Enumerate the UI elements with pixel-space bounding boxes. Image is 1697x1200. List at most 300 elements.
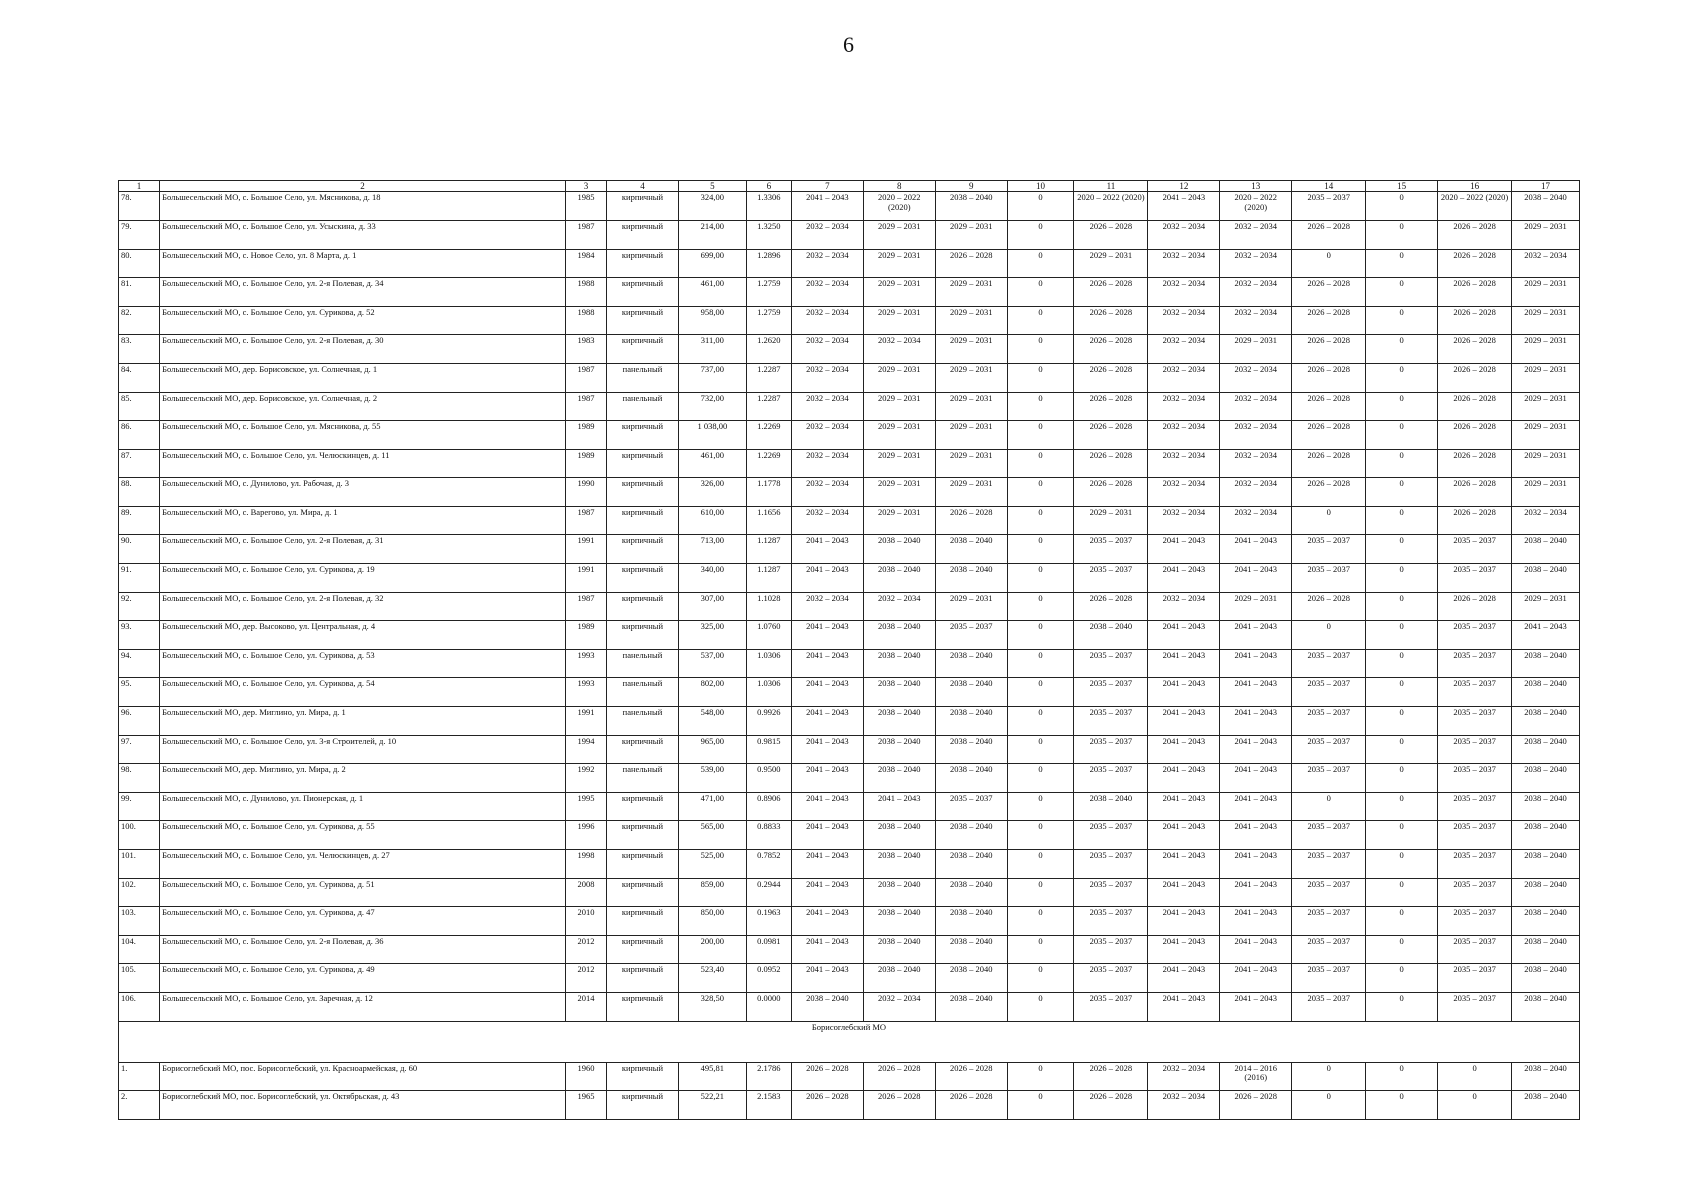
table-cell: кирпичный: [607, 478, 679, 507]
table-cell: 0: [1366, 478, 1438, 507]
table-cell: 0: [1292, 792, 1366, 821]
table-cell: 2041 – 2043: [791, 735, 863, 764]
table-cell: 0.7852: [746, 850, 791, 879]
table-cell: 1.1778: [746, 478, 791, 507]
table-cell: 2026 – 2028: [1292, 335, 1366, 364]
table-cell: 2038 – 2040: [935, 192, 1007, 221]
table-cell: 2038 – 2040: [1074, 621, 1148, 650]
table-cell: 1965: [565, 1091, 606, 1120]
table-cell: 525,00: [678, 850, 746, 879]
table-cell: 2032 – 2034: [1148, 1062, 1220, 1091]
table-row: [119, 907, 1580, 936]
table-cell: 1991: [565, 564, 606, 593]
table-cell: 2038 – 2040: [863, 964, 935, 993]
table-cell: 2041 – 2043: [1148, 735, 1220, 764]
table-cell: 0: [1366, 220, 1438, 249]
table-cell: 2029 – 2031: [935, 220, 1007, 249]
table-cell: 2035 – 2037: [1438, 535, 1512, 564]
table-cell: 2026 – 2028: [1292, 220, 1366, 249]
table-cell: 0: [1007, 792, 1074, 821]
table-cell: 802,00: [678, 678, 746, 707]
table-cell: 2041 – 2043: [1220, 535, 1292, 564]
table-cell: 1960: [565, 1062, 606, 1091]
table-cell: 2035 – 2037: [1074, 878, 1148, 907]
table-cell: 732,00: [678, 392, 746, 421]
table-cell: 2041 – 2043: [1148, 935, 1220, 964]
table-cell: 2038 – 2040: [863, 764, 935, 793]
address-cell: Большесельский МО, с. Большое Село, ул. Сурикова, д. 49: [160, 964, 566, 993]
table-cell: 2026 – 2028: [1438, 478, 1512, 507]
table-cell: 2041 – 2043: [1148, 850, 1220, 879]
table-row: [119, 821, 1580, 850]
table-cell: 1.2287: [746, 392, 791, 421]
table-cell: 2035 – 2037: [1292, 535, 1366, 564]
table-cell: 2035 – 2037: [1438, 964, 1512, 993]
table-cell: кирпичный: [607, 278, 679, 307]
table-cell: 2035 – 2037: [1292, 192, 1366, 221]
table-cell: 2041 – 2043: [791, 764, 863, 793]
table-cell: 2032 – 2034: [1220, 306, 1292, 335]
table-cell: 2029 – 2031: [863, 506, 935, 535]
table-cell: 0: [1366, 764, 1438, 793]
address-cell: Большесельский МО, дер. Борисовское, ул. Солнечная, д. 2: [160, 392, 566, 421]
table-cell: 2041 – 2043: [791, 192, 863, 221]
table-cell: 2038 – 2040: [863, 907, 935, 936]
column-header: 2: [160, 181, 566, 192]
table-cell: 0: [1292, 506, 1366, 535]
table-cell: кирпичный: [607, 621, 679, 650]
table-cell: 2035 – 2037: [1074, 964, 1148, 993]
table-cell: 1.1287: [746, 535, 791, 564]
table-row: [119, 935, 1580, 964]
table-cell: 2029 – 2031: [863, 421, 935, 450]
table-cell: 2032 – 2034: [791, 306, 863, 335]
table-cell: 2038 – 2040: [935, 735, 1007, 764]
table-cell: 2032 – 2034: [1148, 278, 1220, 307]
table-row: [119, 363, 1580, 392]
table-cell: 1.2759: [746, 306, 791, 335]
table-cell: 2035 – 2037: [1292, 850, 1366, 879]
address-cell: Большесельский МО, с. Большое Село, ул. Усыскина, д. 33: [160, 220, 566, 249]
table-row: [119, 964, 1580, 993]
table-cell: 2026 – 2028: [1074, 478, 1148, 507]
table-cell: 2026 – 2028: [1074, 306, 1148, 335]
table-cell: 2029 – 2031: [1074, 506, 1148, 535]
column-header: 9: [935, 181, 1007, 192]
row-number-cell: 96.: [119, 707, 160, 736]
table-cell: 1988: [565, 306, 606, 335]
section-title: Борисоглебский МО: [119, 1021, 1580, 1062]
table-cell: 539,00: [678, 764, 746, 793]
table-cell: 548,00: [678, 707, 746, 736]
table-cell: 2029 – 2031: [863, 249, 935, 278]
table-row: [119, 192, 1580, 221]
table-cell: 0: [1366, 878, 1438, 907]
table-cell: 2032 – 2034: [863, 335, 935, 364]
table-row: [119, 506, 1580, 535]
table-cell: 2041 – 2043: [791, 935, 863, 964]
row-number-cell: 79.: [119, 220, 160, 249]
table-cell: 2026 – 2028: [1074, 449, 1148, 478]
table-cell: 2038 – 2040: [1512, 878, 1580, 907]
table-cell: кирпичный: [607, 449, 679, 478]
table-cell: 2032 – 2034: [1220, 421, 1292, 450]
row-number-cell: 86.: [119, 421, 160, 450]
table-row: [119, 449, 1580, 478]
table-cell: 2026 – 2028: [1074, 592, 1148, 621]
table-cell: 1.2759: [746, 278, 791, 307]
address-cell: Большесельский МО, дер. Высоково, ул. Центральная, д. 4: [160, 621, 566, 650]
table-cell: 2041 – 2043: [791, 964, 863, 993]
table-cell: 2035 – 2037: [1292, 678, 1366, 707]
column-header: 16: [1438, 181, 1512, 192]
row-number-cell: 103.: [119, 907, 160, 936]
table-cell: 2035 – 2037: [1438, 564, 1512, 593]
table-cell: 2038 – 2040: [1512, 649, 1580, 678]
table-cell: 2032 – 2034: [791, 363, 863, 392]
table-cell: 1987: [565, 592, 606, 621]
table-cell: 2041 – 2043: [1148, 964, 1220, 993]
table-cell: 0: [1007, 506, 1074, 535]
table-cell: 2032 – 2034: [1148, 335, 1220, 364]
table-cell: 2035 – 2037: [1438, 764, 1512, 793]
table-row: [119, 592, 1580, 621]
table-cell: 2038 – 2040: [935, 649, 1007, 678]
table-cell: 2041 – 2043: [791, 678, 863, 707]
table-cell: 2010: [565, 907, 606, 936]
table-cell: 2026 – 2028: [1292, 478, 1366, 507]
table-cell: 0: [1366, 306, 1438, 335]
table-cell: 0: [1007, 478, 1074, 507]
table-cell: 2041 – 2043: [1148, 192, 1220, 221]
table-cell: 2038 – 2040: [1512, 678, 1580, 707]
column-header: 12: [1148, 181, 1220, 192]
table-cell: 0: [1007, 306, 1074, 335]
row-number-cell: 85.: [119, 392, 160, 421]
table-cell: 1.1656: [746, 506, 791, 535]
row-number-cell: 91.: [119, 564, 160, 593]
table-cell: панельный: [607, 392, 679, 421]
table-cell: 0: [1007, 850, 1074, 879]
table-cell: 1.0306: [746, 649, 791, 678]
table-cell: 2041 – 2043: [1220, 792, 1292, 821]
table-row: [119, 478, 1580, 507]
row-number-cell: 83.: [119, 335, 160, 364]
column-header: 10: [1007, 181, 1074, 192]
row-number-cell: 89.: [119, 506, 160, 535]
table-cell: 0: [1366, 678, 1438, 707]
table-cell: кирпичный: [607, 907, 679, 936]
table-cell: 0: [1007, 335, 1074, 364]
table-cell: кирпичный: [607, 1091, 679, 1120]
column-header: 4: [607, 181, 679, 192]
table-cell: 2041 – 2043: [791, 535, 863, 564]
table-cell: 2032 – 2034: [1220, 278, 1292, 307]
table-cell: 1995: [565, 792, 606, 821]
table-cell: 2041 – 2043: [791, 621, 863, 650]
table-row: [119, 764, 1580, 793]
address-cell: Большесельский МО, с. Большое Село, ул. 2-я Полевая, д. 32: [160, 592, 566, 621]
address-cell: Большесельский МО, с. Большое Село, ул. Сурикова, д. 51: [160, 878, 566, 907]
table-cell: 2029 – 2031: [935, 478, 1007, 507]
table-row: [119, 792, 1580, 821]
table-cell: 2038 – 2040: [1512, 1091, 1580, 1120]
table-cell: 2035 – 2037: [1438, 707, 1512, 736]
table-cell: 1.2269: [746, 421, 791, 450]
table-cell: 2038 – 2040: [935, 907, 1007, 936]
table-cell: 565,00: [678, 821, 746, 850]
table-cell: кирпичный: [607, 306, 679, 335]
table-cell: 0: [1366, 564, 1438, 593]
address-cell: Большесельский МО, с. Большое Село, ул. Сурикова, д. 47: [160, 907, 566, 936]
table-cell: 1983: [565, 335, 606, 364]
table-row: [119, 621, 1580, 650]
page-number: 6: [843, 32, 854, 57]
table-cell: 2035 – 2037: [1074, 821, 1148, 850]
table-cell: 2035 – 2037: [1292, 935, 1366, 964]
table-cell: 0: [1366, 907, 1438, 936]
table-cell: 2029 – 2031: [935, 306, 1007, 335]
table-cell: 2029 – 2031: [1512, 220, 1580, 249]
table-cell: 2032 – 2034: [1148, 220, 1220, 249]
table-cell: 2041 – 2043: [1220, 850, 1292, 879]
table-cell: 2038 – 2040: [1512, 564, 1580, 593]
address-cell: Большесельский МО, с. Дунилово, ул. Рабочая, д. 3: [160, 478, 566, 507]
address-cell: Большесельский МО, с. Большое Село, ул. Сурикова, д. 54: [160, 678, 566, 707]
table-cell: 2038 – 2040: [1512, 792, 1580, 821]
table-cell: 2029 – 2031: [1512, 278, 1580, 307]
table-cell: 0: [1007, 678, 1074, 707]
table-cell: 461,00: [678, 278, 746, 307]
table-cell: кирпичный: [607, 335, 679, 364]
table-cell: 2029 – 2031: [863, 478, 935, 507]
table-cell: 307,00: [678, 592, 746, 621]
table-cell: 2032 – 2034: [1148, 506, 1220, 535]
table-cell: кирпичный: [607, 564, 679, 593]
table-cell: 1.3306: [746, 192, 791, 221]
table-cell: 1.2896: [746, 249, 791, 278]
table-row: [119, 735, 1580, 764]
table-cell: 0: [1007, 764, 1074, 793]
table-cell: 2026 – 2028: [1438, 335, 1512, 364]
table-cell: 0.1963: [746, 907, 791, 936]
table-body: [119, 181, 1580, 1120]
table-cell: 0: [1366, 192, 1438, 221]
table-cell: 0: [1366, 621, 1438, 650]
table-cell: 2029 – 2031: [1220, 335, 1292, 364]
table-row: [119, 306, 1580, 335]
table-cell: 2035 – 2037: [1292, 707, 1366, 736]
table-cell: 1.2269: [746, 449, 791, 478]
table-cell: 2041 – 2043: [1148, 564, 1220, 593]
table-cell: 2026 – 2028: [1438, 506, 1512, 535]
table-cell: 328,50: [678, 992, 746, 1021]
table-cell: 0: [1292, 249, 1366, 278]
table-cell: 0.8833: [746, 821, 791, 850]
table-cell: 2041 – 2043: [1220, 935, 1292, 964]
table-cell: кирпичный: [607, 535, 679, 564]
table-cell: 0: [1366, 449, 1438, 478]
row-number-cell: 92.: [119, 592, 160, 621]
table-cell: 2029 – 2031: [935, 363, 1007, 392]
table-cell: 2029 – 2031: [935, 392, 1007, 421]
table-cell: 2035 – 2037: [1074, 992, 1148, 1021]
address-cell: Большесельский МО, с. Большое Село, ул. 2-я Полевая, д. 31: [160, 535, 566, 564]
table-cell: 2029 – 2031: [935, 421, 1007, 450]
table-cell: 2032 – 2034: [791, 449, 863, 478]
table-cell: 2029 – 2031: [935, 592, 1007, 621]
table-cell: 2026 – 2028: [1438, 392, 1512, 421]
table-cell: 2041 – 2043: [1220, 735, 1292, 764]
table-cell: 2041 – 2043: [791, 649, 863, 678]
column-header: 11: [1074, 181, 1148, 192]
table-cell: 0: [1007, 220, 1074, 249]
table-cell: панельный: [607, 764, 679, 793]
table-cell: 1.3250: [746, 220, 791, 249]
table-cell: 2038 – 2040: [863, 564, 935, 593]
table-cell: 2035 – 2037: [1438, 907, 1512, 936]
table-cell: 0: [1007, 964, 1074, 993]
table-row: [119, 249, 1580, 278]
table-cell: 2026 – 2028: [1074, 220, 1148, 249]
table-cell: 1993: [565, 649, 606, 678]
table-cell: 2035 – 2037: [1438, 649, 1512, 678]
address-cell: Большесельский МО, с. Дунилово, ул. Пионерская, д. 1: [160, 792, 566, 821]
table-cell: 0: [1007, 878, 1074, 907]
table-cell: 2026 – 2028: [1074, 363, 1148, 392]
housing-repair-schedule-table: [118, 180, 1580, 1120]
address-cell: Борисоглебский МО, пос. Борисоглебский, ул. Октябрьская, д. 43: [160, 1091, 566, 1120]
column-header: 15: [1366, 181, 1438, 192]
table-cell: 0.9926: [746, 707, 791, 736]
table-cell: 0: [1366, 821, 1438, 850]
table-cell: 2038 – 2040: [935, 964, 1007, 993]
column-header: 3: [565, 181, 606, 192]
table-row: [119, 535, 1580, 564]
table-cell: 0: [1366, 363, 1438, 392]
table-cell: 2026 – 2028: [791, 1091, 863, 1120]
table-cell: 1984: [565, 249, 606, 278]
table-cell: 2026 – 2028: [1074, 335, 1148, 364]
table-cell: 2032 – 2034: [791, 506, 863, 535]
table-cell: 2038 – 2040: [1512, 192, 1580, 221]
table-cell: 2041 – 2043: [1220, 907, 1292, 936]
table-cell: 2035 – 2037: [1438, 792, 1512, 821]
table-cell: 0: [1366, 735, 1438, 764]
table-cell: 1993: [565, 678, 606, 707]
table-cell: 2041 – 2043: [791, 821, 863, 850]
table-cell: 2038 – 2040: [1512, 735, 1580, 764]
table-cell: 0: [1007, 278, 1074, 307]
table-cell: 2032 – 2034: [791, 278, 863, 307]
table-cell: 2032 – 2034: [1220, 220, 1292, 249]
table-cell: 2029 – 2031: [1512, 449, 1580, 478]
table-cell: 2038 – 2040: [863, 707, 935, 736]
table-cell: 0: [1366, 649, 1438, 678]
table-row: [119, 392, 1580, 421]
table-cell: 2041 – 2043: [1148, 821, 1220, 850]
table-cell: 2041 – 2043: [1220, 564, 1292, 593]
table-cell: кирпичный: [607, 220, 679, 249]
table-cell: 461,00: [678, 449, 746, 478]
table-cell: 2029 – 2031: [1512, 592, 1580, 621]
table-cell: 699,00: [678, 249, 746, 278]
table-cell: 1991: [565, 707, 606, 736]
table-cell: 958,00: [678, 306, 746, 335]
table-cell: 2038 – 2040: [1512, 964, 1580, 993]
table-cell: 1987: [565, 363, 606, 392]
column-header: 6: [746, 181, 791, 192]
table-cell: 0: [1007, 992, 1074, 1021]
table-cell: 2038 – 2040: [935, 535, 1007, 564]
table-cell: 0: [1366, 707, 1438, 736]
table-cell: 200,00: [678, 935, 746, 964]
table-cell: 2012: [565, 964, 606, 993]
table-cell: 2.1786: [746, 1062, 791, 1091]
table-cell: 2038 – 2040: [1512, 907, 1580, 936]
table-cell: панельный: [607, 649, 679, 678]
table-cell: 2026 – 2028: [1074, 421, 1148, 450]
header-row: [119, 181, 1580, 192]
address-cell: Большесельский МО, с. Большое Село, ул. Мясникова, д. 55: [160, 421, 566, 450]
table-cell: 2026 – 2028: [1292, 392, 1366, 421]
column-header: 7: [791, 181, 863, 192]
table-cell: 2041 – 2043: [791, 907, 863, 936]
table-cell: 2038 – 2040: [935, 992, 1007, 1021]
table-cell: 2041 – 2043: [863, 792, 935, 821]
row-number-cell: 95.: [119, 678, 160, 707]
table-cell: 1988: [565, 278, 606, 307]
table-cell: 0: [1007, 1091, 1074, 1120]
table-cell: кирпичный: [607, 792, 679, 821]
table-cell: 965,00: [678, 735, 746, 764]
table-cell: 2041 – 2043: [1220, 649, 1292, 678]
table-row: [119, 1062, 1580, 1091]
table-cell: 0: [1366, 421, 1438, 450]
table-cell: 1987: [565, 220, 606, 249]
table-cell: 214,00: [678, 220, 746, 249]
table-cell: 2041 – 2043: [1220, 678, 1292, 707]
table-cell: 2014 – 2016 (2016): [1220, 1062, 1292, 1091]
table-cell: кирпичный: [607, 192, 679, 221]
table-cell: 2041 – 2043: [1220, 878, 1292, 907]
table-row: [119, 278, 1580, 307]
table-cell: 2026 – 2028: [1438, 249, 1512, 278]
table-cell: 2038 – 2040: [1512, 935, 1580, 964]
table-cell: 0: [1366, 335, 1438, 364]
table-cell: 0.9815: [746, 735, 791, 764]
table-cell: 2032 – 2034: [1220, 506, 1292, 535]
table-cell: 0: [1007, 649, 1074, 678]
table-cell: 2035 – 2037: [1292, 649, 1366, 678]
table-cell: 0: [1366, 1062, 1438, 1091]
table-cell: 2038 – 2040: [863, 850, 935, 879]
table-cell: 2029 – 2031: [863, 449, 935, 478]
table-cell: 1989: [565, 621, 606, 650]
table-row: [119, 850, 1580, 879]
table-cell: 2029 – 2031: [935, 449, 1007, 478]
table-cell: кирпичный: [607, 506, 679, 535]
row-number-cell: 106.: [119, 992, 160, 1021]
table-cell: 2038 – 2040: [1512, 1062, 1580, 1091]
table-cell: 471,00: [678, 792, 746, 821]
table-cell: 2032 – 2034: [1148, 421, 1220, 450]
table-cell: 0: [1366, 964, 1438, 993]
column-header: 17: [1512, 181, 1580, 192]
column-header: 1: [119, 181, 160, 192]
table-row: [119, 878, 1580, 907]
table-cell: 2026 – 2028: [935, 1091, 1007, 1120]
